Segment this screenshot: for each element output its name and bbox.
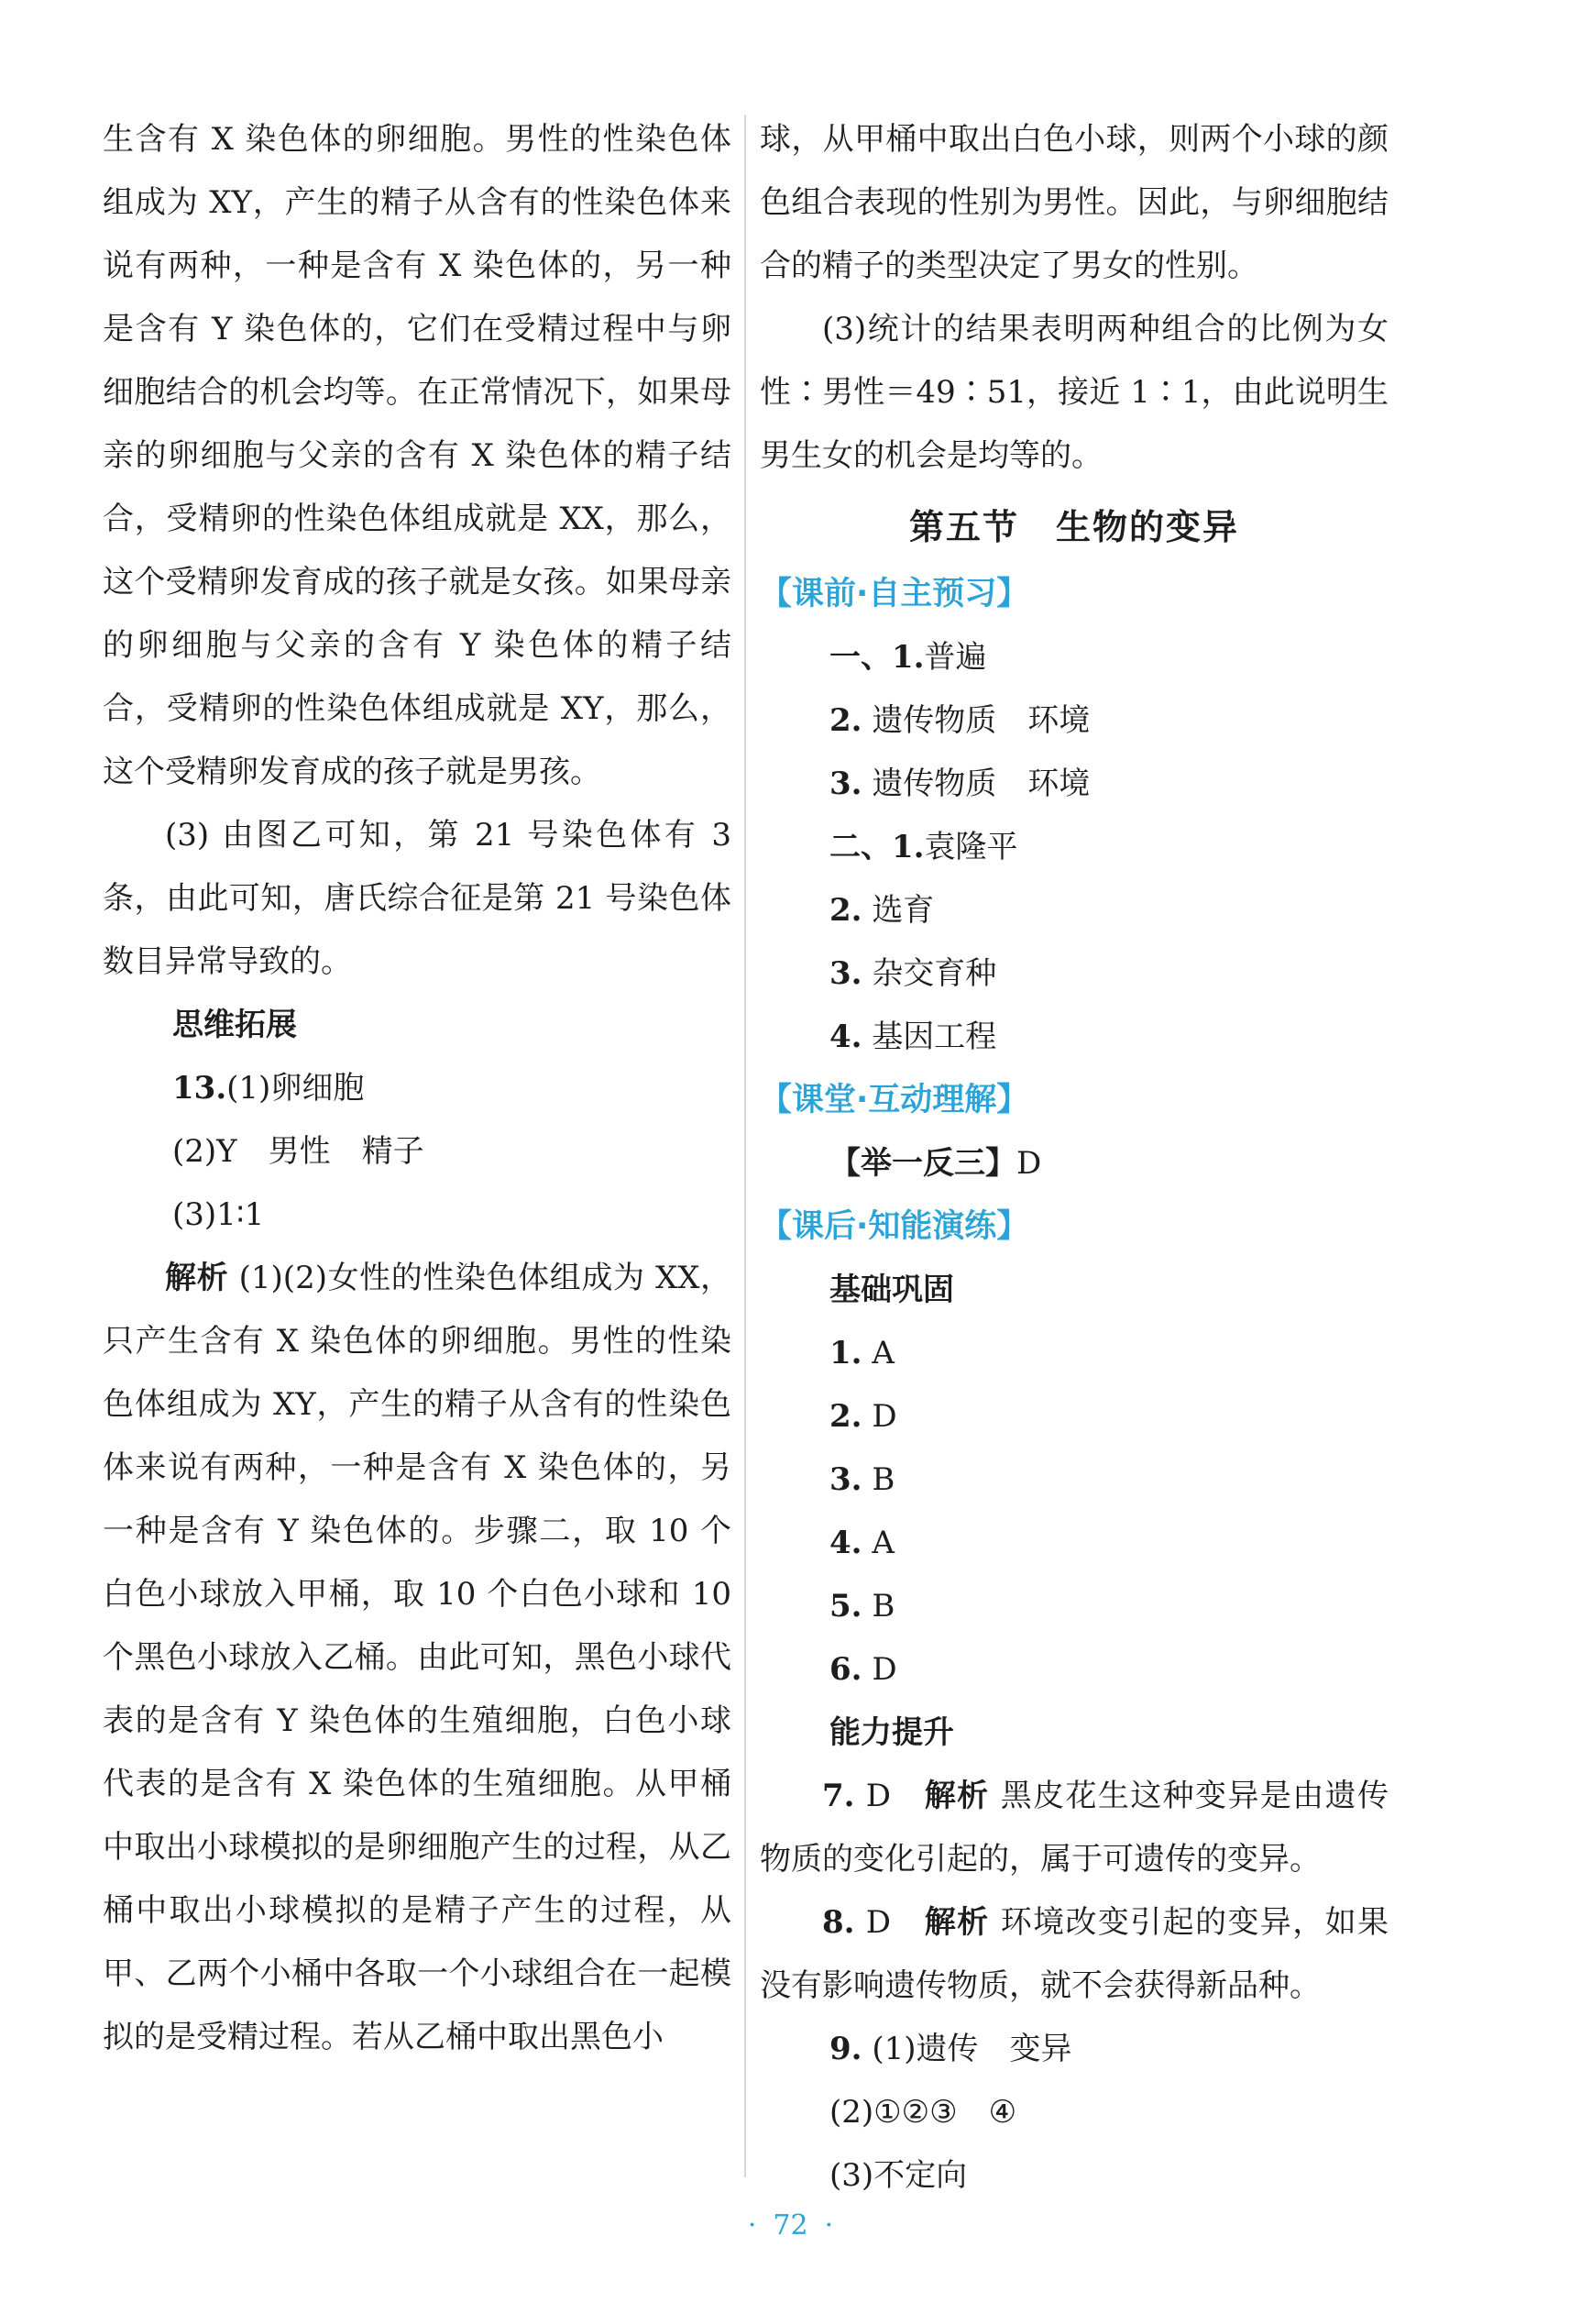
paragraph: (3) 由图乙可知，第 21 号染色体有 3 条，由此可知，唐氏综合征是第 21 号染色体数目异常导致的。: [103, 817, 731, 980]
preview-item: 3. 杂交育种: [829, 955, 997, 992]
tag-after-class: 【课后·知能演练】: [760, 1208, 1029, 1245]
answer-13-1: 13.(1)卵细胞: [172, 1070, 365, 1107]
page-footer: [0, 2209, 1581, 2241]
basic-answer: 2. D: [829, 1398, 897, 1435]
answer-8: 8. D 解析 环境改变引起的变异，如果没有影响遗传物质，就不会获得新品种。: [760, 1904, 1389, 2004]
answer-13-2: (2)Y 男性 精子: [172, 1133, 424, 1170]
paragraph: 球，从甲桶中取出白色小球，则两个小球的颜色组合表现的性别为男性。因此，与卵细胞结合的精子的类型决定了男女的性别。: [760, 121, 1389, 284]
preview-item: 一、1.普遍: [829, 639, 987, 676]
section-title: 第五节 生物的变异: [908, 506, 1239, 547]
answer-9-1: 9. (1)遗传 变异: [829, 2031, 1072, 2067]
basic-answer: 1. A: [829, 1335, 895, 1371]
subheading-basic: 基础巩固: [829, 1272, 954, 1308]
analysis-13: 解析 (1)(2)女性的性染色体组成为 XX，只产生含有 X 染色体的卵细胞。男性的性染色体组成为 XY，产生的精子从含有的性染色体来说有两种，一种是含有 X 染色体的，另一种是含有 Y 染色体的。步骤二，取 10 个白色小球放入甲桶，取 10 个白色小球和 10 个黑色小球放入乙桶。由此可知，黑色小球代表的是含有 Y 染色体的生殖细胞，白色小球代表的是含有 X 染色体的生殖细胞。从甲桶中取出小球模拟的是卵细胞产生的过程，从乙桶中取出小球模拟的是精子产生的过程，从甲、乙两个小桶中各取一个小球组合在一起模拟的是受精过程。若从乙桶中取出黑色小: [103, 1260, 732, 2055]
paragraph: 生含有 X 染色体的卵细胞。男性的性染色体组成为 XY，产生的精子从含有的性染色体来说有两种，一种是含有 X 染色体的，另一种是含有 Y 染色体的，它们在受精过程中与卵细胞结合的机会均等。在正常情况下，如果母亲的卵细胞与父亲的含有 X 染色体的精子结合，受精卵的性染色体组成就是 XX，那么，这个受精卵发育成的孩子就是女孩。如果母亲的卵细胞与父亲的含有 Y 染色体的精子结合，受精卵的性染色体组成就是 XY，那么，这个受精卵发育成的孩子就是男孩。: [103, 121, 731, 790]
tag-preview: 【课前·自主预习】: [760, 576, 1029, 612]
preview-item: 2. 选育: [829, 892, 935, 929]
basic-answer: 3. B: [829, 1461, 895, 1498]
basic-answer: 4. A: [829, 1525, 895, 1561]
preview-item: 2. 遗传物质 环境: [829, 702, 1091, 739]
footer-dot: ·: [747, 2209, 757, 2241]
basic-answer: 5. B: [829, 1588, 895, 1625]
basic-answer: 6. D: [829, 1651, 897, 1688]
answer-9-3: (3)不定向: [829, 2157, 968, 2194]
footer-dot: ·: [824, 2209, 834, 2241]
preview-item: 4. 基因工程: [829, 1019, 997, 1055]
answer-9-2: (2)①②③ ④: [829, 2094, 1017, 2131]
subheading-thinking-extension: 思维拓展: [172, 1007, 297, 1043]
preview-item: 二、1.袁隆平: [829, 829, 1018, 865]
subheading-advanced: 能力提升: [829, 1714, 954, 1751]
answer-13-3: (3)1∶1: [172, 1196, 265, 1233]
column-divider: [744, 115, 746, 2177]
page-number: 72: [773, 2209, 808, 2241]
preview-item: 3. 遗传物质 环境: [829, 765, 1091, 802]
jyfs-answer: 【举一反三】D: [829, 1145, 1042, 1182]
answer-7: 7. D 解析 黑皮花生这种变异是由遗传物质的变化引起的，属于可遗传的变异。: [760, 1778, 1389, 1878]
tag-classroom: 【课堂·互动理解】: [760, 1082, 1029, 1118]
left-column: [103, 108, 731, 2069]
paragraph: (3)统计的结果表明两种组合的比例为女性∶男性＝49∶51，接近 1∶1，由此说明生男生女的机会是均等的。: [760, 311, 1389, 474]
right-column: [760, 108, 1389, 2208]
